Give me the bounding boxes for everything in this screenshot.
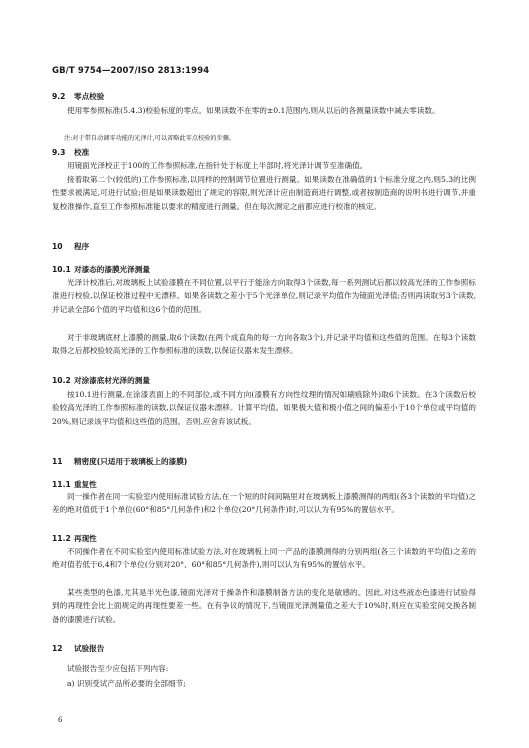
section-10-2-heading (52, 375, 150, 386)
page-number: 6 (58, 716, 63, 724)
section-9-3-heading (52, 147, 89, 158)
section-number: 10 (52, 242, 63, 251)
note-9-2: 注:对于带自动调零功能的光泽计,可以省略此零点校验的步骤。 (64, 135, 236, 142)
section-title: 重复性 (74, 480, 97, 489)
section-title: 零点校验 (74, 92, 105, 101)
paragraph-11-2-b: 某些类型的色漆,尤其是半光色漆,镜面光泽对于操条件和漆膜制备方法的变化是敏感的。因此,对这些液态色漆进行试验得到的再现性会比上面规定的再现性要差一些。在有争议的情况下,当镜面光泽测量值之差大于10%时,则应在实验室间交换各制备的漆膜进行试验。 (52, 588, 476, 624)
section-10-heading (52, 241, 89, 252)
section-title: 试验报告 (74, 644, 105, 653)
section-number: 10.2 (52, 376, 71, 385)
section-number: 11.2 (52, 534, 71, 543)
section-number: 11.1 (52, 480, 71, 489)
section-number: 9.2 (52, 92, 66, 101)
section-title: 对涂漆底材光泽的测量 (74, 376, 150, 385)
section-number: 9.3 (52, 148, 66, 157)
section-number: 11 (52, 457, 63, 466)
section-number: 10.1 (52, 265, 71, 274)
standard-number-header: GB/T 9754—2007/ISO 2813:1994 (52, 66, 210, 76)
paragraph-10-1-a: 光泽计校准后,对玻璃板上试验漆膜在不同位置,以平行于能涂方向取得3个读数,每一系列测试后都以较高光泽的工作参照标准进行校验,以保证校准过程中无漂移。如果各读数之差小于5个光泽单位,则记录平均值作为镜面光泽值;否则再读取另3个读数,并记录全部6个值的平均值和这6个值的范围。 (52, 278, 476, 314)
section-title: 校准 (74, 148, 90, 157)
paragraph-10-1-b: 对于非玻璃底材上漆膜的测量,取6个读数(在两个成直角的每一方向各取3个),并记录平均值和这些值的范围。在每3个读数取得之后都校验较高光泽的工作参照标准的读数,以保证仪器未发生漂移。 (52, 333, 476, 356)
section-10-1-heading (52, 264, 150, 275)
paragraph-9-3-a: 用镜面光泽校正于100的工作参照标准,在指针处于标度上半部时,将光泽计调节至准确值。 (67, 161, 368, 170)
paragraph-11-1: 同一操作者在同一实验室内使用标准试验方法,在一个短的时间间隔里对在玻璃板上漆膜测得的两组(各3个读数的平均值)之差的绝对值低于1个单位(60°和85°几何条件)和2个单位(20°几何条件)时,可以认为有95%的置信水平。 (52, 492, 476, 515)
section-title: 精密度(只适用于玻璃板上的漆膜) (74, 457, 188, 466)
section-12-heading (52, 643, 104, 654)
section-11-heading (52, 456, 187, 467)
section-title: 程序 (74, 242, 90, 251)
paragraph-12: 试验报告至少应包括下列内容: (67, 664, 169, 673)
section-9-2-heading (52, 91, 104, 102)
list-item-a: a) 识别受试产品所必要的全部细节; (67, 679, 186, 688)
paragraph-9-2: 使用零参照标准(5.4.3)校验标度的零点。如果读数不在零的±0.1范围内,则从以后的各测量读数中减去零读数。 (67, 106, 440, 115)
section-11-2-heading (52, 533, 97, 544)
section-number: 12 (52, 644, 63, 653)
section-title: 对漆态的漆膜光泽测量 (74, 265, 150, 274)
section-title: 再现性 (74, 534, 97, 543)
paragraph-9-3-b: 接着取第二个(较低的)工作参照标准,以同样的控制调节位置进行测量。如果读数在准确值的1个标准分度之内,则5.3的比例性要求被满足,可进行试验;但是如果读数超出了规定的容限,则光泽计应由制造商进行调整,或者按制造商的说明书进行调节,并重复校准操作,直至工作参照标准能以要求的精度进行测量。但在每次测定之前都应进行校准的核定。 (52, 175, 476, 211)
section-11-1-heading (52, 479, 97, 490)
paragraph-11-2-a: 不同操作者在不同实验室内使用标准试验方法,对在玻璃板上同一产品的漆膜测得的分别两组(各三个读数的平均值)之差的绝对值若低于6,4和7个单位(分别对20°、60°和85°几何条件),则可以认为有95%的置信水平。 (52, 547, 476, 570)
paragraph-10-2: 按10.1进行测量,在涂漆表面上的不同部位,或不同方向(漆膜有方向性纹理的情况如刷痕除外)取6个读数。在3个读数后校验较高光泽的工作参照标准的读数,以保证仪器未漂移。计算平均值。如果极大值和极小值之间的偏差小于10个单位或平均值的20%,则记录该平均值和这些值的范围。否则,应舍弃该试板。 (52, 390, 476, 426)
